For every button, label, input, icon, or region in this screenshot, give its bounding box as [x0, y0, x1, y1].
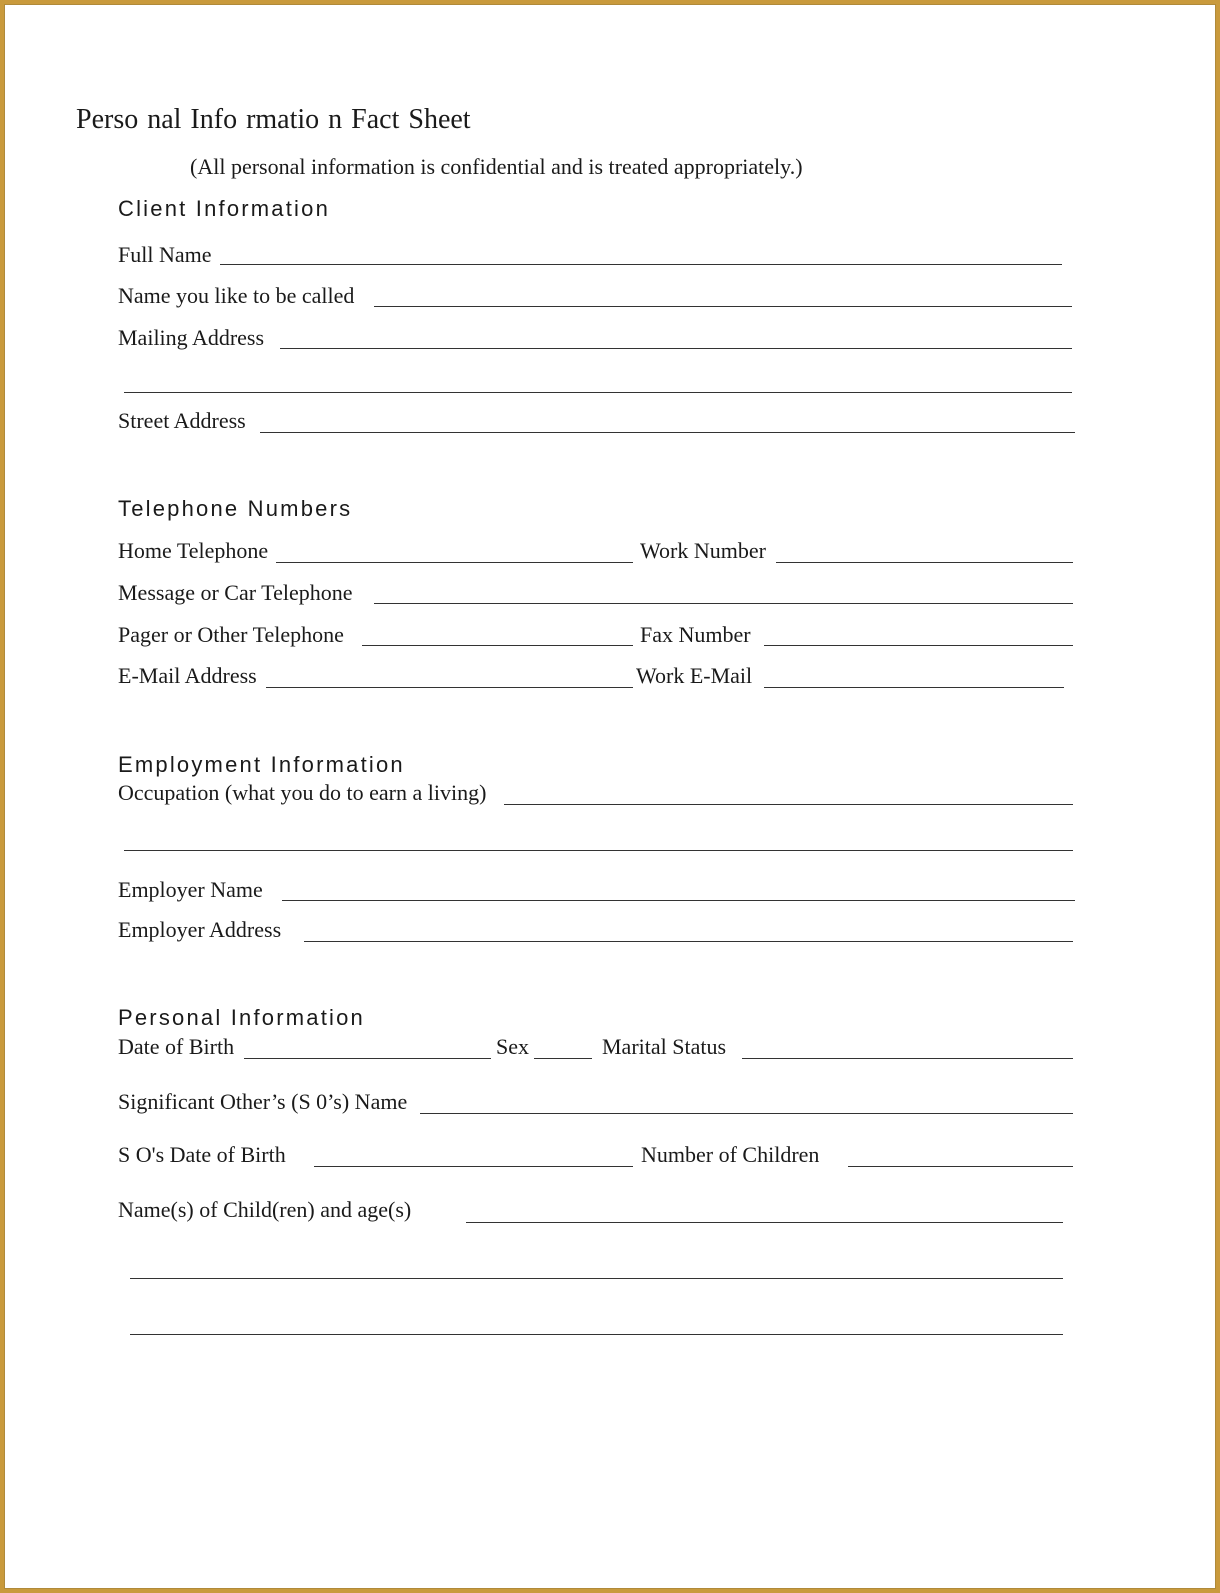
section-heading-employment: Employment Information [118, 752, 405, 777]
preferred-name-label: Name you like to be called [118, 283, 355, 308]
work-email-label: Work E-Mail [636, 663, 753, 688]
page-title: Perso nal Info rmatio n Fact Sheet [76, 104, 471, 135]
number-of-children-label: Number of Children [641, 1142, 820, 1167]
marital-status-label: Marital Status [602, 1034, 727, 1059]
so-date-of-birth-label: S O's Date of Birth [118, 1142, 286, 1167]
sex-field[interactable] [534, 1058, 592, 1059]
children-names-label: Name(s) of Child(ren) and age(s) [118, 1197, 412, 1222]
section-heading-personal: Personal Information [118, 1005, 365, 1030]
preferred-name-field[interactable] [374, 306, 1072, 307]
mailing-address-field-line-2[interactable] [124, 392, 1072, 393]
employer-address-field[interactable] [304, 941, 1073, 942]
full-name-label: Full Name [118, 242, 212, 267]
work-number-field[interactable] [776, 562, 1073, 563]
children-names-field-line-3[interactable] [130, 1334, 1063, 1335]
section-heading-telephone: Telephone Numbers [118, 496, 353, 521]
mailing-address-label: Mailing Address [118, 325, 265, 350]
employer-name-label: Employer Name [118, 877, 263, 902]
full-name-field[interactable] [220, 264, 1062, 265]
significant-other-name-label: Significant Other’s (S 0’s) Name [118, 1089, 408, 1114]
date-of-birth-label: Date of Birth [118, 1034, 235, 1059]
significant-other-name-field[interactable] [420, 1113, 1073, 1114]
occupation-field-line-2[interactable] [124, 850, 1073, 851]
sex-label: Sex [496, 1034, 529, 1059]
home-telephone-field[interactable] [276, 562, 633, 563]
fax-number-label: Fax Number [640, 622, 751, 647]
street-address-label: Street Address [118, 408, 246, 433]
occupation-label: Occupation (what you do to earn a living) [118, 780, 487, 805]
section-heading-client: Client Information [118, 196, 331, 221]
message-car-telephone-field[interactable] [374, 603, 1073, 604]
mailing-address-field[interactable] [280, 348, 1072, 349]
fax-number-field[interactable] [764, 645, 1073, 646]
pager-other-telephone-label: Pager or Other Telephone [118, 622, 344, 647]
work-email-field[interactable] [764, 687, 1064, 688]
home-telephone-label: Home Telephone [118, 538, 269, 563]
work-number-label: Work Number [640, 538, 766, 563]
children-names-field[interactable] [466, 1222, 1063, 1223]
employer-address-label: Employer Address [118, 917, 282, 942]
email-address-field[interactable] [266, 687, 633, 688]
confidentiality-note: (All personal information is confidential and is treated appropriately.) [190, 154, 803, 179]
children-names-field-line-2[interactable] [130, 1278, 1063, 1279]
date-of-birth-field[interactable] [244, 1058, 491, 1059]
email-address-label: E-Mail Address [118, 663, 257, 688]
employer-name-field[interactable] [282, 900, 1075, 901]
message-car-telephone-label: Message or Car Telephone [118, 580, 353, 605]
marital-status-field[interactable] [742, 1058, 1073, 1059]
pager-other-telephone-field[interactable] [362, 645, 633, 646]
occupation-field[interactable] [504, 804, 1073, 805]
street-address-field[interactable] [260, 432, 1075, 433]
number-of-children-field[interactable] [848, 1166, 1073, 1167]
so-date-of-birth-field[interactable] [314, 1166, 633, 1167]
